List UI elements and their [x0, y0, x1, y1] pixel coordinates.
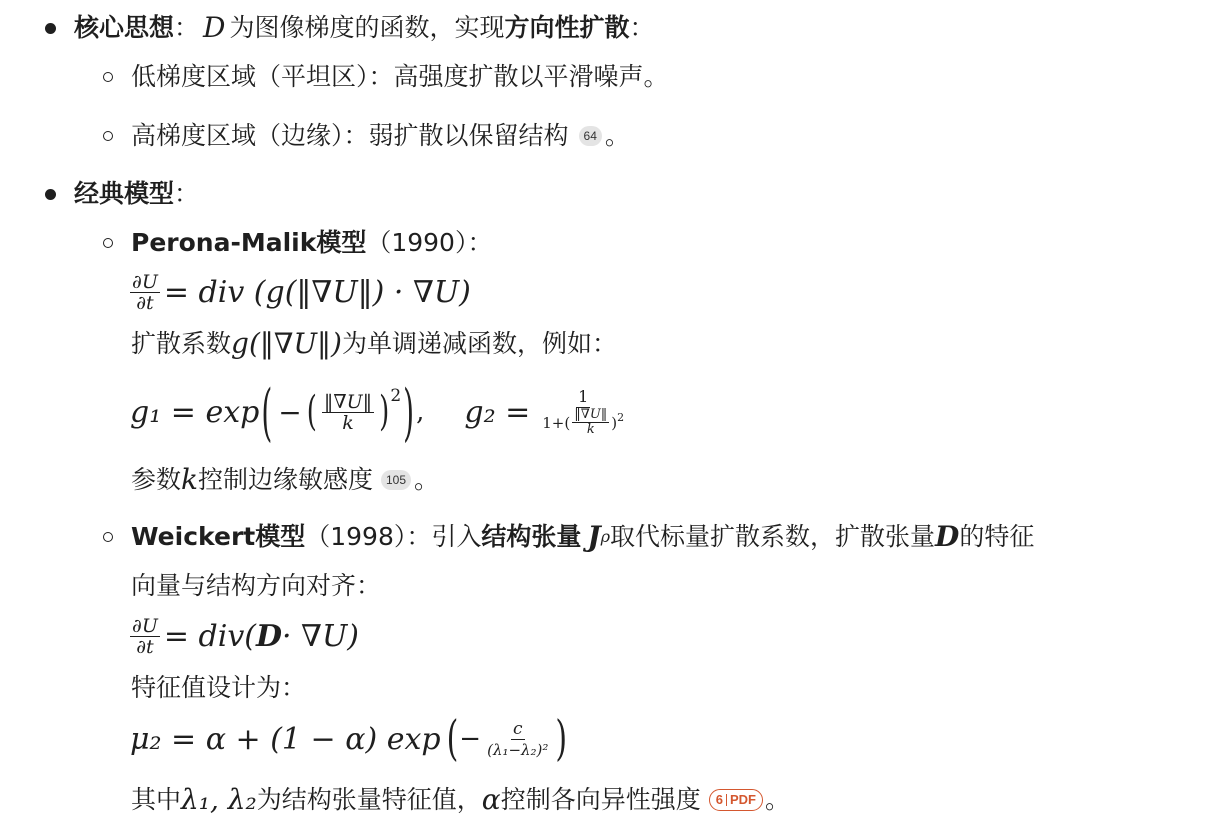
wk-equation: $\frac{\partial U}{\partial t}$ = div( D · ∇U) — [132, 614, 359, 658]
citation-badge[interactable]: 64 — [579, 126, 602, 146]
citation-badge[interactable]: 105 — [381, 470, 411, 490]
perona-malik-heading: Perona-Malik模型 （1990）： — [131, 226, 492, 260]
core-idea-line: 核心思想 ： D 为图像梯度的函数，实现 方向性扩散 ： — [74, 11, 655, 44]
high-gradient-line: 高梯度区域（边缘）：弱扩散以保留结构 64 。 — [131, 121, 630, 150]
pm-note: 参数 k 控制边缘敏感度 105 。 — [131, 463, 440, 496]
sub-bullet-ring — [103, 532, 113, 542]
weickert-last-line: 其中 λ₁, λ₂ 为结构张量特征值， α 控制各向异性强度 6 PDF 。 — [131, 783, 790, 816]
classic-models-line: 经典模型 ： — [74, 177, 199, 211]
bullet-dot — [45, 23, 56, 34]
eigen-design-line: 特征值设计为： — [131, 673, 307, 702]
bullet-dot — [45, 189, 56, 200]
pm-g-functions: g₁ = exp ( − ( $\frac{‖\nabla U‖}{k}$ ) 2 ) , g₂ = 1 1+ ( $\frac{‖\nabla U‖}{k}$ ) 2 — [130, 375, 625, 449]
weickert-heading: Weickert模型 （1998）：引入 结构张量 J ρ 取代标量扩散系数，扩散张量 D 的特征 — [131, 520, 1035, 553]
perona-malik-name: Perona-Malik模型 — [131, 228, 367, 257]
core-idea-label: 核心思想 — [74, 13, 175, 42]
sub-bullet-ring — [103, 72, 113, 82]
mu-equation: μ₂ = α + (1 − α) exp ( − $\frac{c}{\text{(λ₁−λ₂)²}}$ ) — [130, 711, 568, 767]
directional-diffusion: 方向性扩散 — [504, 13, 630, 42]
pdf-citation-badge[interactable]: 6 PDF — [709, 789, 763, 811]
weickert-line2: 向量与结构方向对齐： — [131, 571, 382, 600]
math-D: D — [203, 11, 226, 44]
partial-fraction: $\frac{\partial U}{\partial t}$ — [132, 270, 158, 314]
sub-bullet-ring — [103, 131, 113, 141]
sub-bullet-ring — [103, 238, 113, 248]
weickert-name: Weickert模型 — [131, 522, 306, 551]
pm-description: 扩散系数 g(‖∇U‖) 为单调递减函数，例如： — [131, 327, 617, 360]
classic-models-label: 经典模型 — [74, 179, 175, 208]
pm-equation: $\frac{\partial U}{\partial t}$ = div (g(‖∇U‖) · ∇U) — [132, 270, 471, 314]
low-gradient-line: 低梯度区域（平坦区）：高强度扩散以平滑噪声。 — [131, 62, 669, 91]
